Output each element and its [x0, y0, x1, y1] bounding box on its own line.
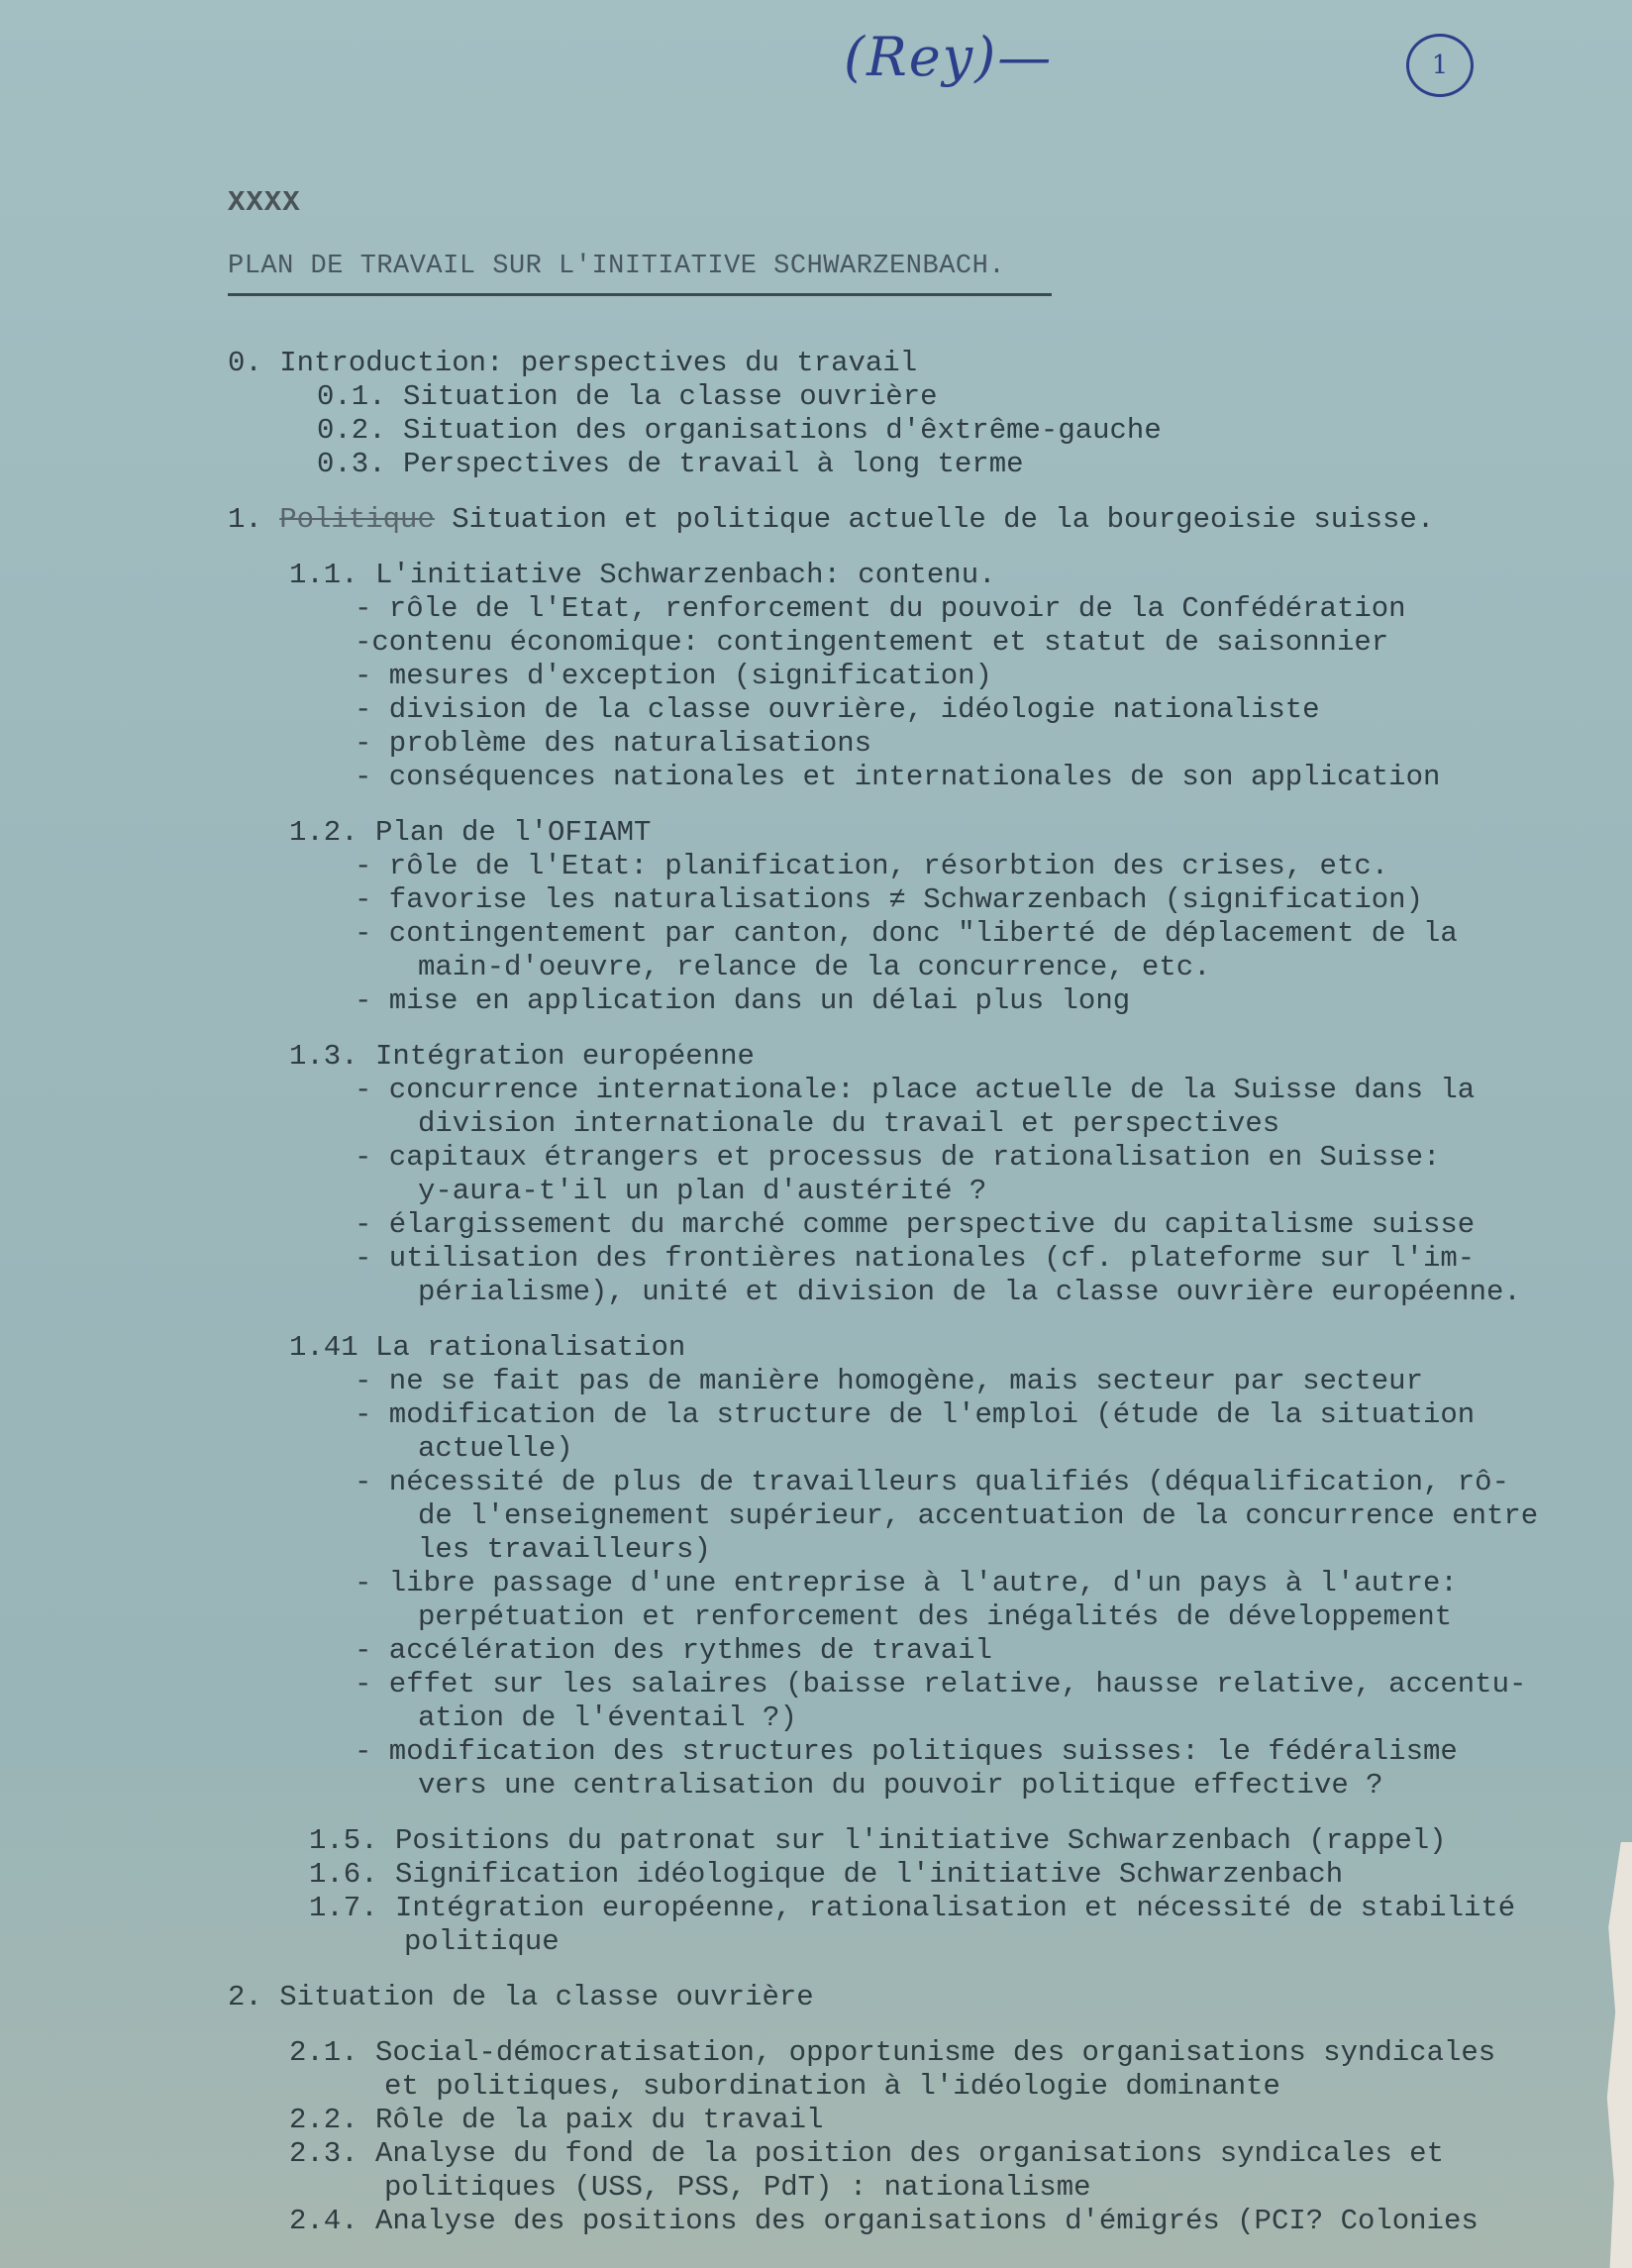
outline-line	[228, 626, 1592, 660]
outline-section	[228, 1018, 1592, 1309]
section-gap	[228, 537, 1592, 559]
outline-line	[228, 883, 1592, 917]
section-gap	[228, 2014, 1592, 2036]
outline-line	[228, 1074, 1592, 1107]
line-text: - mesures d'exception (signification)	[355, 660, 992, 692]
outline-line	[228, 1892, 1592, 1925]
outline-line	[228, 1276, 1592, 1309]
outline-line	[228, 1499, 1592, 1533]
outline-line	[228, 917, 1592, 951]
outline-line	[228, 1141, 1592, 1175]
line-text: 2. Situation de la classe ouvrière	[228, 1981, 814, 2013]
outline-line	[228, 414, 1592, 448]
line-text: de l'enseignement supérieur, accentuation de la concurrence entre	[418, 1499, 1539, 1532]
line-text: - élargissement du marché comme perspective du capitalisme suisse	[355, 1208, 1476, 1241]
outline-line	[228, 1634, 1592, 1668]
outline-line	[228, 1365, 1592, 1398]
outline-line	[228, 761, 1592, 794]
outline-line	[228, 1331, 1592, 1365]
line-text: - concurrence internationale: place actuelle de la Suisse dans la	[355, 1074, 1476, 1106]
outline-line	[228, 727, 1592, 761]
struck-word: Politique	[279, 503, 435, 536]
line-text: 0. Introduction: perspectives du travail	[228, 347, 918, 379]
line-text: y-aura-t'il un plan d'austérité ?	[418, 1175, 987, 1207]
handwritten-page-number: 1	[1406, 34, 1474, 97]
document-title: PLAN DE TRAVAIL SUR L'INITIATIVE SCHWARZENBACH.	[228, 252, 1006, 281]
outline-line	[228, 559, 1592, 592]
outline-section	[228, 347, 1592, 481]
struck-header-mark: XXXX	[228, 186, 301, 219]
line-text: - mise en application dans un délai plus long	[355, 984, 1131, 1017]
outline-section	[228, 537, 1592, 794]
line-text: - effet sur les salaires (baisse relative, hausse relative, accentu-	[355, 1668, 1527, 1701]
outline-line	[228, 1858, 1592, 1892]
outline-line	[228, 2036, 1592, 2070]
outline-line	[228, 2104, 1592, 2137]
line-text: division internationale du travail et perspectives	[418, 1107, 1280, 1140]
outline-line	[228, 2137, 1592, 2171]
line-text: - modification des structures politiques suisses: le fédéralisme	[355, 1735, 1458, 1768]
line-text: - problème des naturalisations	[355, 727, 872, 760]
line-text: - libre passage d'une entreprise à l'autre, d'un pays à l'autre:	[355, 1567, 1458, 1599]
outline-section	[228, 2014, 1592, 2238]
section-gap	[228, 1018, 1592, 1040]
outline-line	[228, 816, 1592, 850]
line-text: 1.6. Signification idéologique de l'initiative Schwarzenbach	[309, 1858, 1344, 1891]
line-text: ation de l'éventail ?)	[418, 1701, 797, 1734]
outline-line	[228, 693, 1592, 727]
line-text: - conséquences nationales et internationales de son application	[355, 761, 1441, 793]
line-text: - division de la classe ouvrière, idéologie nationaliste	[355, 693, 1320, 726]
line-text: 0.3. Perspectives de travail à long terme	[317, 448, 1024, 480]
line-text: actuelle)	[418, 1432, 573, 1465]
line-text: main-d'oeuvre, relance de la concurrence, etc.	[418, 951, 1211, 983]
line-text: - favorise les naturalisations ≠ Schwarzenbach (signification)	[355, 883, 1423, 916]
outline-line	[228, 380, 1592, 414]
outline-line	[228, 2171, 1592, 2205]
outline-line	[228, 1040, 1592, 1074]
section-gap	[228, 1959, 1592, 1981]
line-text: et politiques, subordination à l'idéologie dominante	[384, 2070, 1280, 2103]
outline-line	[228, 1107, 1592, 1141]
outline-section	[228, 1959, 1592, 2014]
line-text: - accélération des rythmes de travail	[355, 1634, 992, 1667]
outline-line	[228, 1242, 1592, 1276]
line-text: les travailleurs)	[418, 1533, 711, 1566]
line-text: - rôle de l'Etat, renforcement du pouvoir de la Confédération	[355, 592, 1406, 625]
outline-line	[228, 660, 1592, 693]
line-text: - capitaux étrangers et processus de rationalisation en Suisse:	[355, 1141, 1441, 1174]
line-text: - utilisation des frontières nationales (cf. plateforme sur l'im-	[355, 1242, 1476, 1275]
line-text: vers une centralisation du pouvoir politique effective ?	[418, 1769, 1383, 1802]
outline-line	[228, 1981, 1592, 2014]
line-text: - nécessité de plus de travailleurs qualifiés (déqualification, rô-	[355, 1466, 1509, 1498]
line-text: 1.41 La rationalisation	[289, 1331, 686, 1364]
outline-section	[228, 794, 1592, 1018]
line-text: Situation et politique actuelle de la bourgeoisie suisse.	[434, 503, 1435, 536]
outline-line	[228, 1567, 1592, 1600]
line-text: - rôle de l'Etat: planification, résorbtion des crises, etc.	[355, 850, 1389, 882]
line-text: - ne se fait pas de manière homogène, mais secteur par secteur	[355, 1365, 1423, 1397]
handwritten-reference: (Rey)—	[844, 26, 1054, 88]
outline-line	[228, 1668, 1592, 1701]
outline-line	[228, 1466, 1592, 1499]
outline-line	[228, 503, 1592, 537]
line-text: 1.5. Positions du patronat sur l'initiative Schwarzenbach (rappel)	[309, 1824, 1447, 1857]
outline-line	[228, 1398, 1592, 1432]
outline-line	[228, 2070, 1592, 2104]
line-text: politique	[404, 1925, 560, 1958]
section-gap	[228, 1803, 1592, 1824]
outline-line	[228, 2205, 1592, 2238]
line-text: 1.3. Intégration européenne	[289, 1040, 755, 1073]
section-gap	[228, 1309, 1592, 1331]
line-text: -contenu économique: contingentement et statut de saisonnier	[355, 626, 1389, 659]
section-gap	[228, 481, 1592, 503]
outline-line	[228, 1533, 1592, 1567]
outline-line	[228, 951, 1592, 984]
line-text: - modification de la structure de l'emploi (étude de la situation	[355, 1398, 1476, 1431]
line-text: - contingentement par canton, donc "liberté de déplacement de la	[355, 917, 1458, 950]
line-prefix: 1.	[228, 503, 280, 536]
line-text: 2.4. Analyse des positions des organisations d'émigrés (PCI? Colonies	[289, 2205, 1479, 2237]
line-text: politiques (USS, PSS, PdT) : nationalisme	[384, 2171, 1091, 2204]
section-gap	[228, 794, 1592, 816]
line-text: 0.1. Situation de la classe ouvrière	[317, 380, 938, 413]
outline-line	[228, 592, 1592, 626]
line-text: 0.2. Situation des organisations d'êxtrême-gauche	[317, 414, 1162, 447]
outline-line	[228, 1824, 1592, 1858]
outline-section	[228, 1309, 1592, 1803]
outline-section	[228, 1803, 1592, 1959]
line-text: 1.7. Intégration européenne, rationalisation et nécessité de stabilité	[309, 1892, 1516, 1924]
outline-line	[228, 1432, 1592, 1466]
line-text: 1.1. L'initiative Schwarzenbach: contenu.	[289, 559, 996, 591]
outline-line	[228, 1600, 1592, 1634]
outline-line	[228, 1769, 1592, 1803]
outline-line	[228, 1701, 1592, 1735]
outline	[228, 347, 1592, 2238]
line-text: perpétuation et renforcement des inégalités de développement	[418, 1600, 1453, 1633]
outline-line	[228, 850, 1592, 883]
torn-edge	[1604, 1842, 1632, 2268]
outline-line	[228, 1925, 1592, 1959]
line-text: 2.1. Social-démocratisation, opportunisme des organisations syndicales	[289, 2036, 1496, 2069]
outline-line	[228, 1175, 1592, 1208]
outline-section	[228, 481, 1592, 537]
outline-line	[228, 984, 1592, 1018]
title-underline	[228, 293, 1052, 296]
outline-line	[228, 1735, 1592, 1769]
line-text: 1.2. Plan de l'OFIAMT	[289, 816, 652, 849]
line-text: 2.2. Rôle de la paix du travail	[289, 2104, 824, 2136]
outline-line	[228, 1208, 1592, 1242]
line-text: 2.3. Analyse du fond de la position des organisations syndicales et	[289, 2137, 1444, 2170]
outline-line	[228, 347, 1592, 380]
outline-line	[228, 448, 1592, 481]
line-text: périalisme), unité et division de la classe ouvrière européenne.	[418, 1276, 1521, 1308]
